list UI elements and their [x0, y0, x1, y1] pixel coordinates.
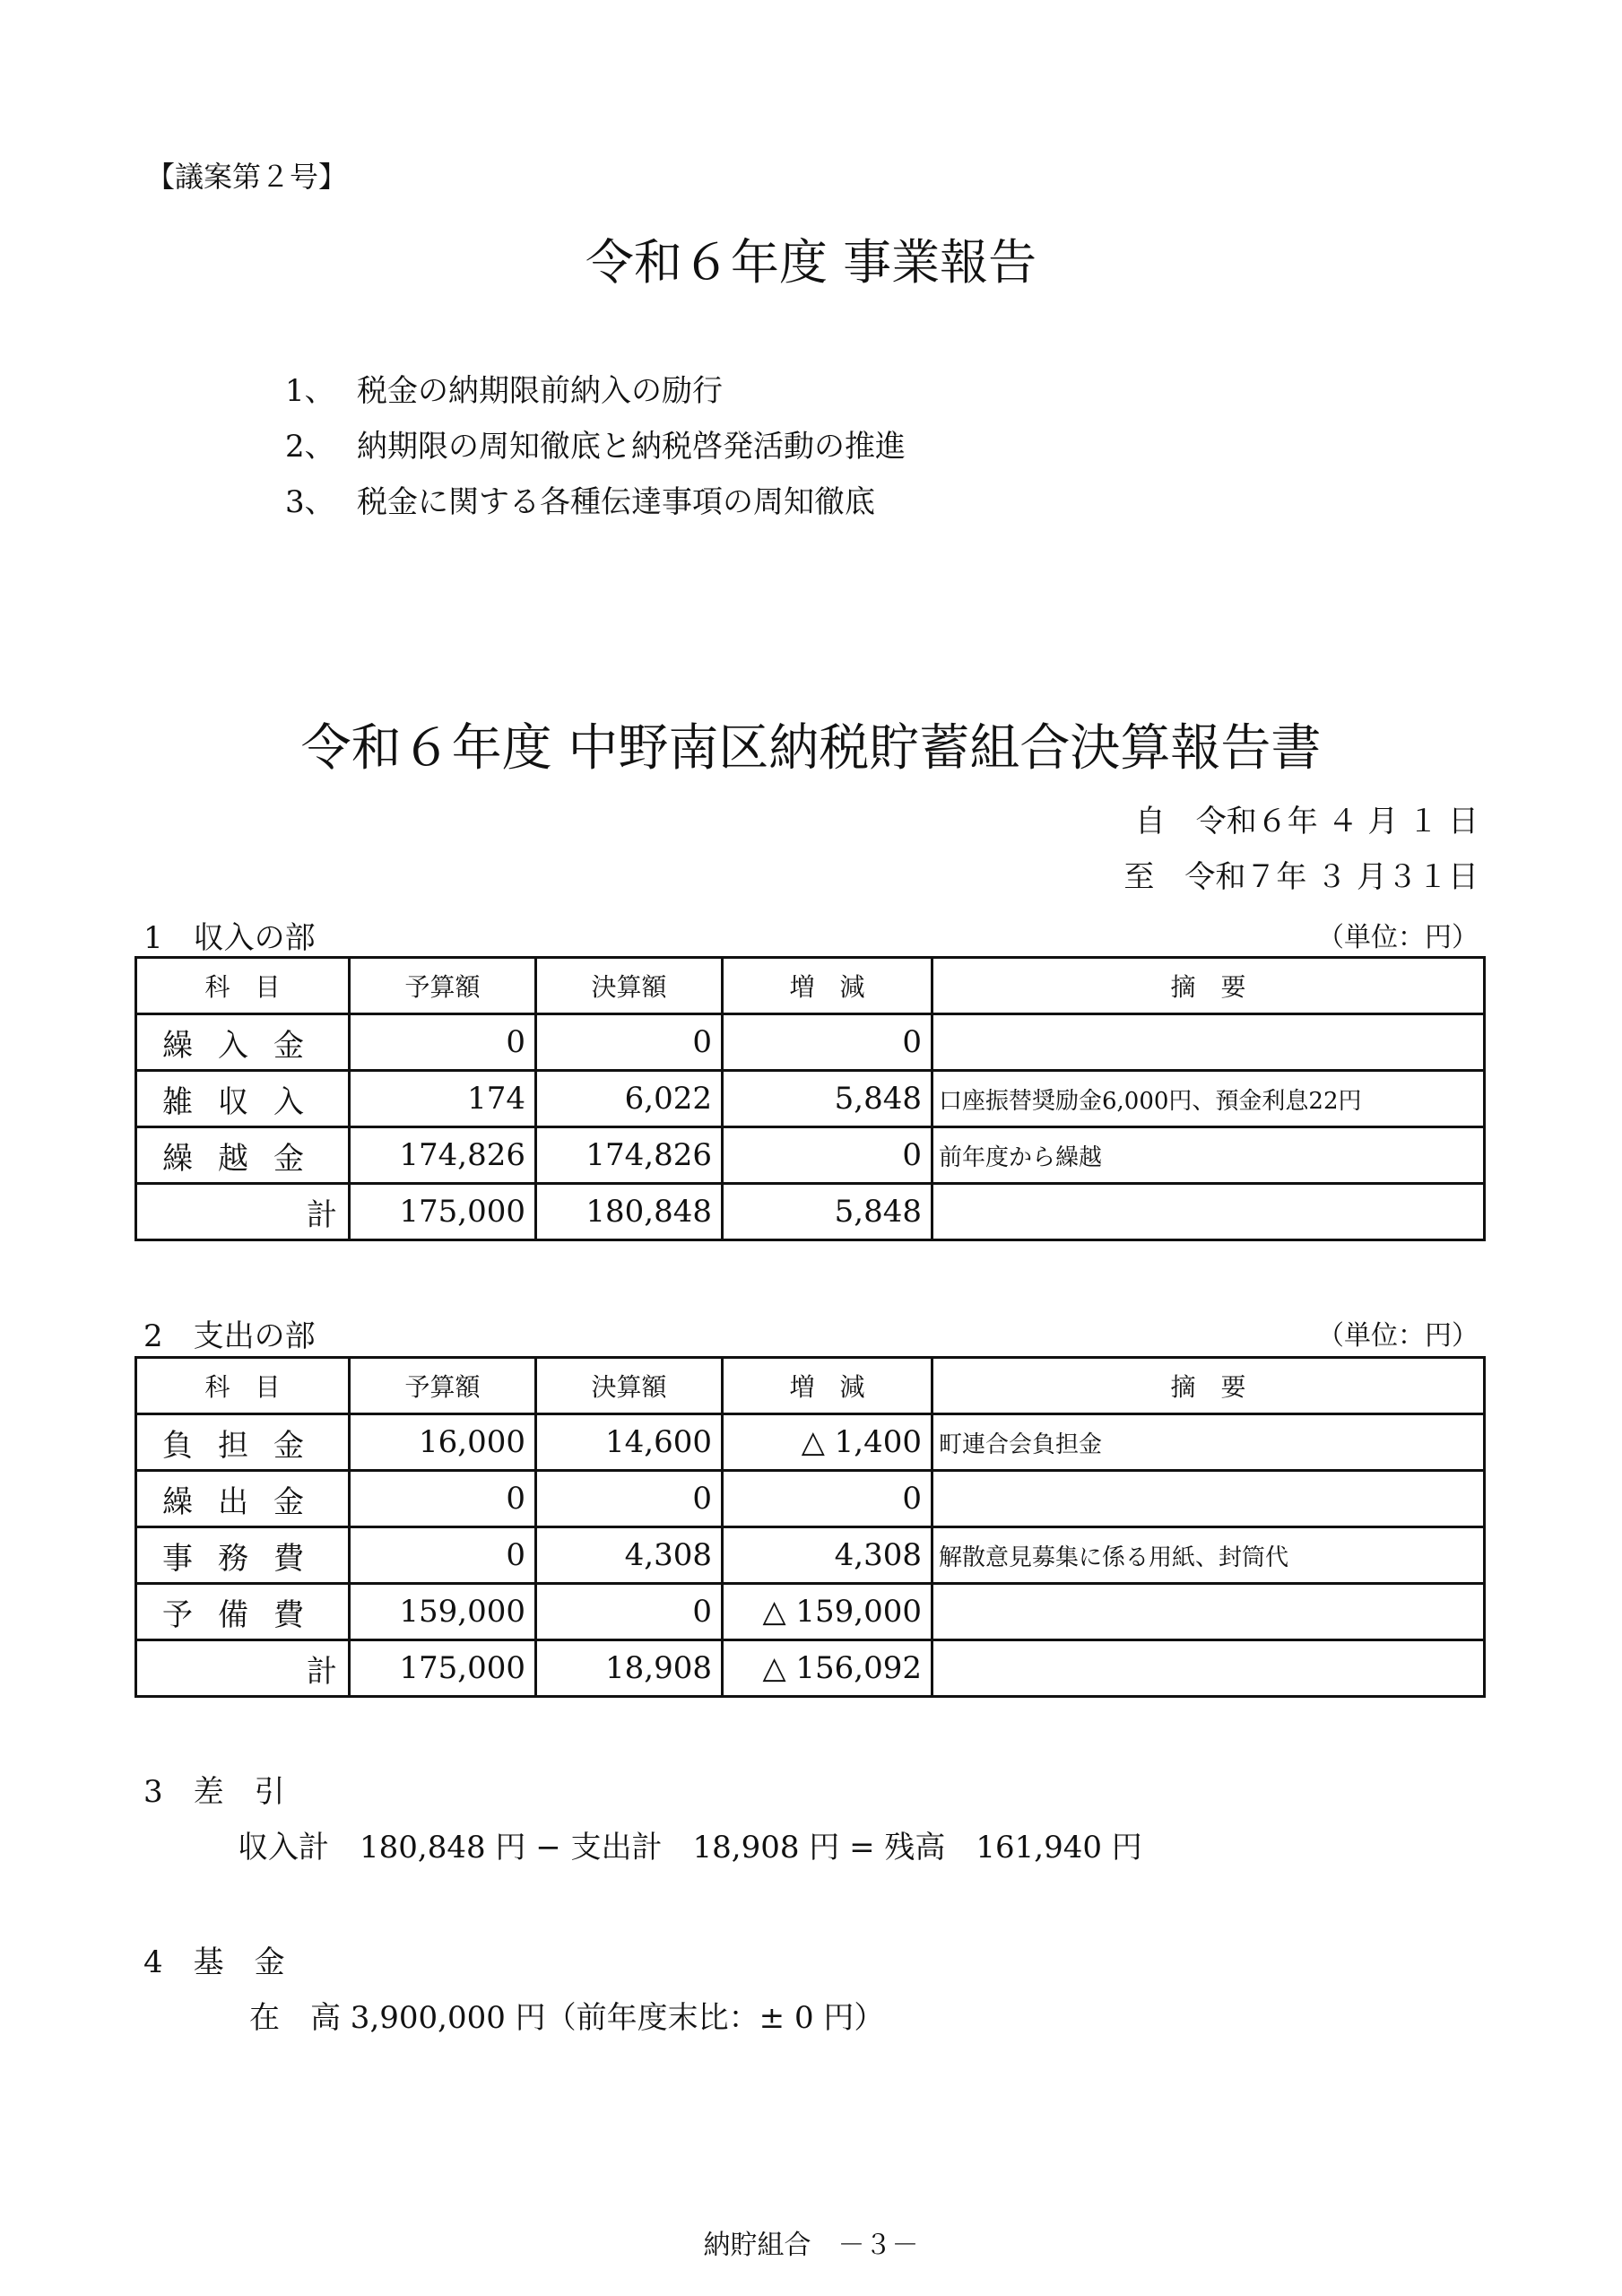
report-item: [285, 366, 723, 410]
expense-heading: 2 支出の部: [143, 1318, 316, 1354]
cell-note: 口座振替奨励金6,000円、預金利息22円: [932, 1071, 1485, 1127]
cell-diff: 0: [723, 1471, 932, 1527]
cell-note: [932, 1640, 1485, 1697]
balance-line: 収入計 180,848 円 − 支出計 18,908 円 = 残高 161,940 円: [238, 1830, 1142, 1866]
table-row: [136, 1414, 1485, 1471]
cell-actual: 6,022: [536, 1071, 723, 1127]
header-budget: 予算額: [350, 1358, 536, 1414]
cell-diff: 0: [723, 1127, 932, 1184]
header-diff: 増 減: [723, 1358, 932, 1414]
cell-budget: 174: [350, 1071, 536, 1127]
cell-subject: 予備費: [136, 1584, 350, 1640]
cell-subject: 繰入金: [136, 1014, 350, 1071]
header-actual: 決算額: [536, 1358, 723, 1414]
cell-actual: 0: [536, 1471, 723, 1527]
agenda-label: 【議案第２号】: [146, 160, 348, 194]
cell-subject: 事務費: [136, 1527, 350, 1584]
cell-budget: 159,000: [350, 1584, 536, 1640]
cell-actual: 0: [536, 1584, 723, 1640]
table-row: [136, 1014, 1485, 1071]
cell-budget: 16,000: [350, 1414, 536, 1471]
cell-budget: 0: [350, 1471, 536, 1527]
income-table: [134, 956, 1486, 1241]
cell-budget: 175,000: [350, 1640, 536, 1697]
cell-subject-total: 計: [136, 1640, 350, 1697]
cell-budget: 0: [350, 1014, 536, 1071]
table-header-row: [136, 1358, 1485, 1414]
table-row: [136, 1071, 1485, 1127]
income-unit: （単位：円）: [1317, 922, 1479, 953]
cell-diff: △ 1,400: [723, 1414, 932, 1471]
table-header-row: [136, 958, 1485, 1014]
cell-note: 解散意見募集に係る用紙、封筒代: [932, 1527, 1485, 1584]
table-row: [136, 1127, 1485, 1184]
report-title: 令和６年度 事業報告: [585, 234, 1037, 291]
cell-actual: 180,848: [536, 1184, 723, 1240]
page-footer: 納貯組合 －３－: [703, 2230, 919, 2261]
balance-heading: 3 差 引: [143, 1774, 285, 1810]
cell-subject-total: 計: [136, 1184, 350, 1240]
cell-note: 前年度から繰越: [932, 1127, 1485, 1184]
cell-subject: 繰越金: [136, 1127, 350, 1184]
cell-actual: 4,308: [536, 1527, 723, 1584]
period-from: 自 令和６年 ４ 月 １ 日: [1134, 804, 1479, 839]
expense-unit: （単位：円）: [1317, 1320, 1479, 1352]
table-row: [136, 1584, 1485, 1640]
table-total-row: [136, 1184, 1485, 1240]
cell-diff: 5,848: [723, 1184, 932, 1240]
cell-diff: 4,308: [723, 1527, 932, 1584]
table-row: [136, 1527, 1485, 1584]
cell-diff: △ 159,000: [723, 1584, 932, 1640]
cell-budget: 0: [350, 1527, 536, 1584]
report-item-number: 3、: [285, 484, 335, 520]
income-heading: 1 収入の部: [143, 920, 316, 956]
report-item-text: 納期限の周知徹底と納税啓発活動の推進: [357, 429, 906, 465]
period-to: 至 令和７年 ３ 月３１日: [1123, 859, 1479, 895]
cell-diff: 5,848: [723, 1071, 932, 1127]
cell-subject: 繰出金: [136, 1471, 350, 1527]
header-diff: 増 減: [723, 958, 932, 1014]
cell-diff: 0: [723, 1014, 932, 1071]
report-item-text: 税金の納期限前納入の励行: [357, 373, 723, 409]
report-item-text: 税金に関する各種伝達事項の周知徹底: [357, 484, 875, 520]
header-subject: 科 目: [136, 1358, 350, 1414]
settlement-title: 令和６年度 中野南区納税貯蓄組合決算報告書: [300, 719, 1322, 778]
table-total-row: [136, 1640, 1485, 1697]
expense-table: [134, 1356, 1486, 1698]
fund-line: 在 高 3,900,000 円（前年度末比：± 0 円）: [249, 2000, 885, 2036]
cell-diff: △ 156,092: [723, 1640, 932, 1697]
cell-budget: 174,826: [350, 1127, 536, 1184]
fund-heading: 4 基 金: [143, 1944, 285, 1980]
cell-subject: 負担金: [136, 1414, 350, 1471]
cell-budget: 175,000: [350, 1184, 536, 1240]
header-budget: 予算額: [350, 958, 536, 1014]
cell-note: 町連合会負担金: [932, 1414, 1485, 1471]
header-note: 摘 要: [932, 958, 1485, 1014]
cell-actual: 18,908: [536, 1640, 723, 1697]
report-item: [285, 422, 906, 465]
report-item: [285, 477, 875, 521]
cell-subject: 雑収入: [136, 1071, 350, 1127]
cell-actual: 14,600: [536, 1414, 723, 1471]
header-actual: 決算額: [536, 958, 723, 1014]
cell-note: [932, 1584, 1485, 1640]
cell-note: [932, 1014, 1485, 1071]
report-item-number: 1、: [285, 373, 335, 409]
cell-actual: 0: [536, 1014, 723, 1071]
cell-note: [932, 1184, 1485, 1240]
header-subject: 科 目: [136, 958, 350, 1014]
cell-actual: 174,826: [536, 1127, 723, 1184]
report-item-number: 2、: [285, 429, 335, 465]
header-note: 摘 要: [932, 1358, 1485, 1414]
table-row: [136, 1471, 1485, 1527]
cell-note: [932, 1471, 1485, 1527]
